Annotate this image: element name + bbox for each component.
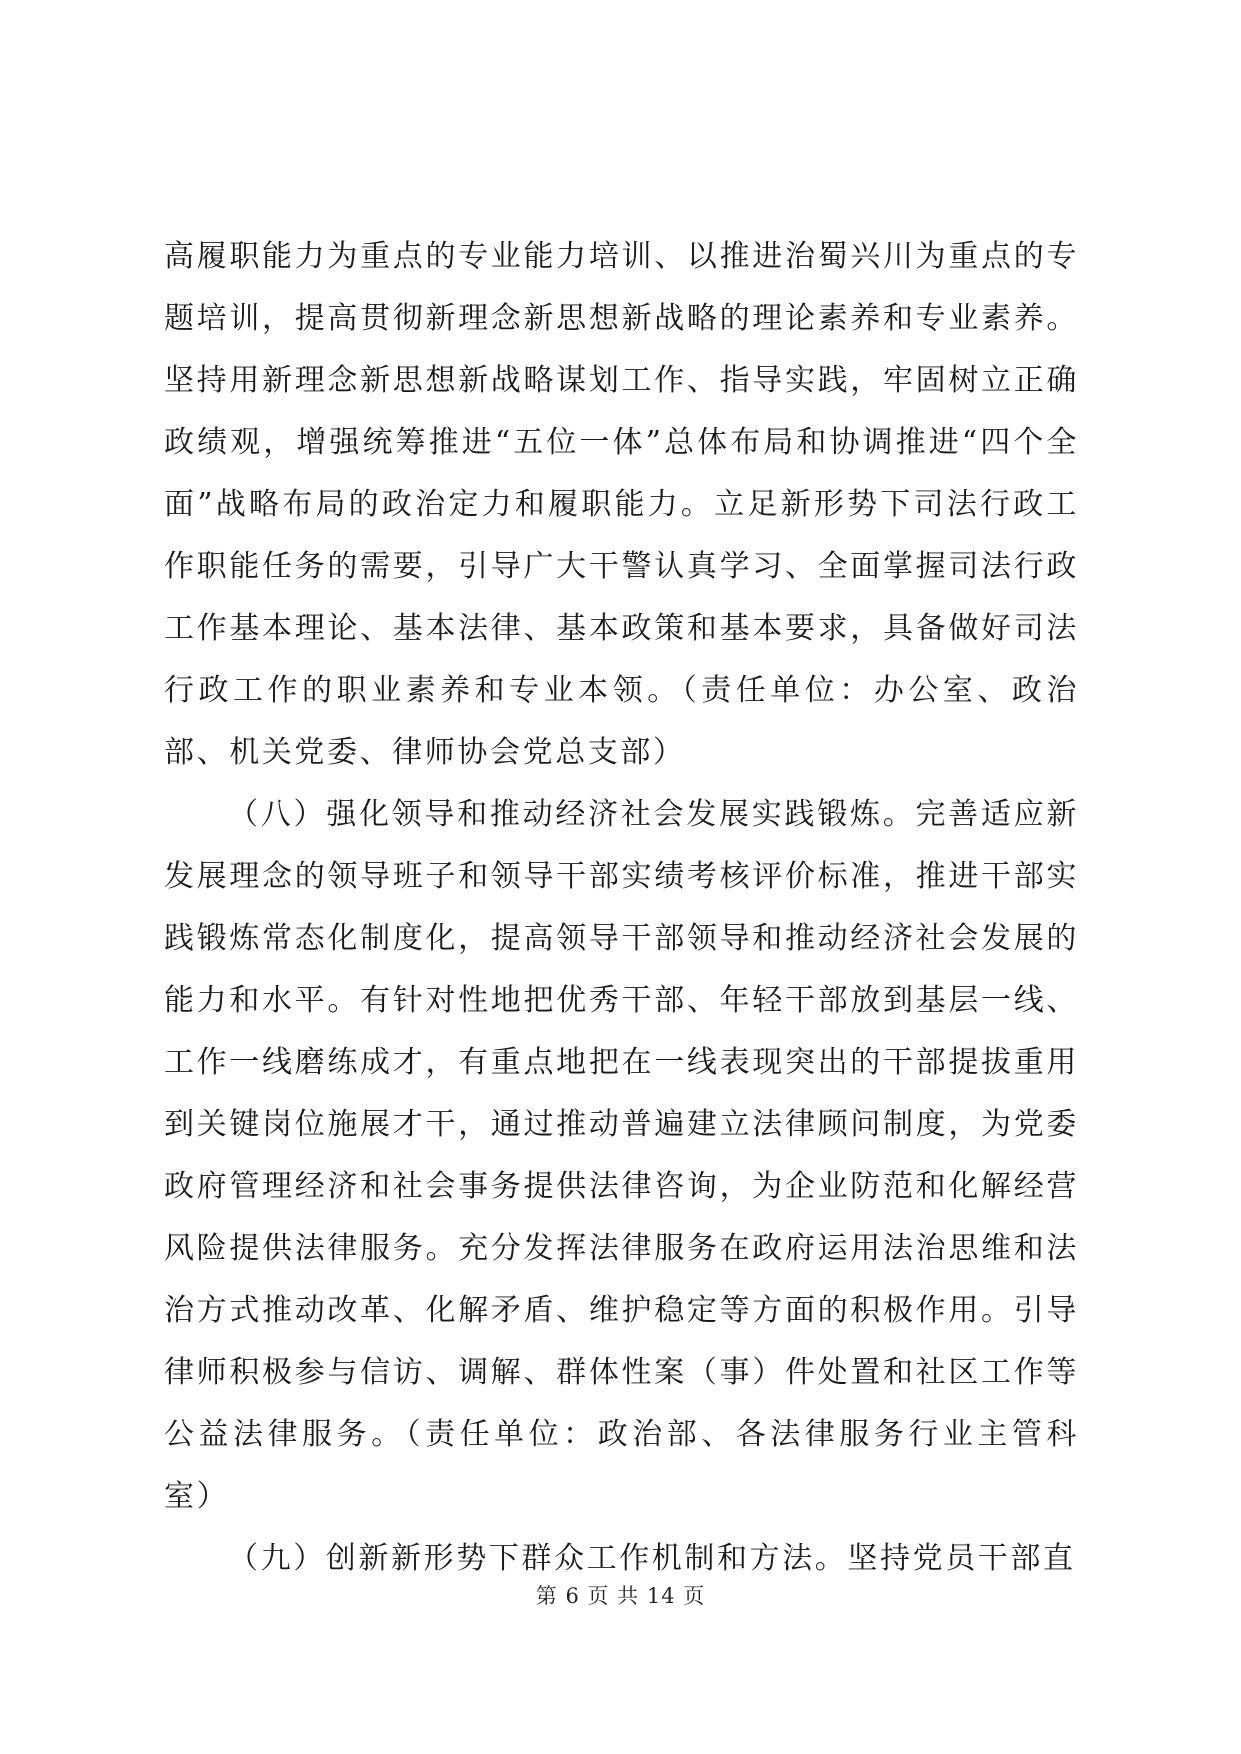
page-number-footer: 第 6 页 共 14 页 [535,1584,706,1608]
paragraph-section-8: （八）强化领导和推动经济社会发展实践锻炼。完善适应新发展理念的领导班子和领导干部实绩考核评价标准，推进干部实践锻炼常态化制度化，提高领导干部领导和推动经济社会发展的能力和水平。有针对性地把优秀干部、年轻干部放到基层一线、工作一线磨练成才，有重点地把在一线表现突出的干部提拔重用到关键岗位施展才干，通过推动普遍建立法律顾问制度，为党委政府管理经济和社会事务提供法律咨询，为企业防范和化解经营风险提供法律服务。充分发挥法律服务在政府运用法治思维和法治方式推动改革、化解矛盾、维护稳定等方面的积极作用。引导律师积极参与信访、调解、群体性案（事）件处置和社区工作等公益法律服务。（责任单位：政治部、各法律服务行业主管科室） [164,797,1079,1514]
paragraph-section-9: （九）创新新形势下群众工作机制和方法。坚持党员干部直 [228,1541,1076,1576]
paragraph-continuation: 高履职能力为重点的专业能力培训、以推进治蜀兴川为重点的专题培训，提高贯彻新理念新思想新战略的理论素养和专业素养。坚持用新理念新思想新战略谋划工作、指导实践，牢固树立正确政绩观，增强统筹推进“五位一体”总体布局和协调推进“四个全面”战略布局的政治定力和履职能力。立足新形势下司法行政工作职能任务的需要，引导广大干警认真学习、全面掌握司法行政工作基本理论、基本法律、基本政策和基本要求，具备做好司法行政工作的职业素养和专业本领。（责任单位：办公室、政治部、机关党委、律师协会党总支部） [164,239,1079,770]
document-body [164,226,1079,1590]
